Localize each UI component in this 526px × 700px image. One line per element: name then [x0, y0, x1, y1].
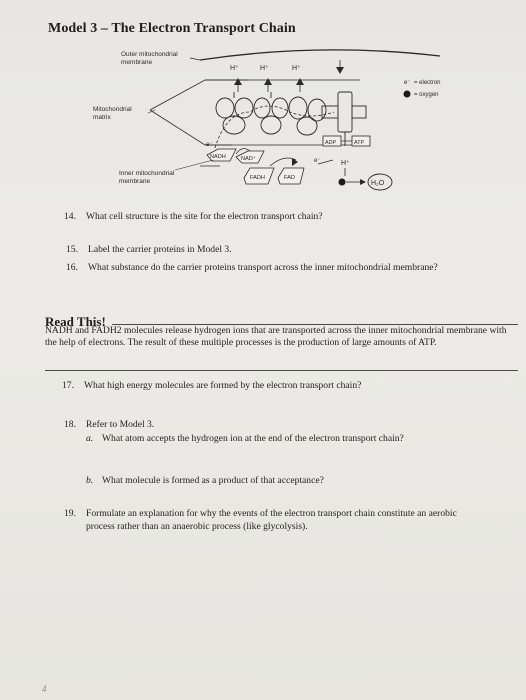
- h-plus-3: H⁺: [292, 65, 301, 72]
- question-18a-text: What atom accepts the hydrogen ion at the end of the electron transport chain?: [102, 433, 404, 444]
- question-15-number: 15.: [66, 244, 78, 255]
- legend-electron-label: = electron: [414, 80, 441, 86]
- legend-oxygen-dot: [404, 91, 411, 98]
- legend-oxygen-label: = oxygen: [414, 92, 439, 98]
- outer-membrane-label-1: Outer mitochondrial: [121, 51, 178, 58]
- fadh-label: FADH: [250, 175, 265, 181]
- fad-label: FAD: [284, 175, 295, 181]
- read-this-bottom-rule: [45, 370, 518, 371]
- nadh-label: NADH: [210, 154, 226, 160]
- question-18a-letter: a.: [86, 433, 94, 444]
- matrix-label-1: Mitochondrial: [93, 106, 132, 113]
- question-16-number: 16.: [66, 262, 78, 273]
- h-plus-1: H⁺: [230, 65, 239, 72]
- question-17-number: 17.: [62, 380, 74, 391]
- carrier-protein-2: [254, 92, 288, 134]
- question-18b-text: What molecule is formed as a product of that acceptance?: [102, 475, 324, 486]
- atp-label: ATP: [354, 140, 365, 146]
- question-18a: [86, 433, 404, 444]
- question-14-number: 14.: [64, 211, 76, 222]
- adp-label: ADP: [325, 140, 337, 146]
- question-15: [66, 244, 232, 255]
- page-title: Model 3 – The Electron Transport Chain: [48, 21, 296, 36]
- e-minus-label: e⁻: [206, 142, 213, 148]
- electron-transport-chain-diagram: [0, 0, 526, 205]
- question-19: [64, 508, 457, 519]
- h-plus-4: H⁺: [341, 160, 350, 167]
- question-18-text: Refer to Model 3.: [86, 419, 155, 430]
- h2o-label: H₂O: [371, 180, 385, 187]
- question-16-text: What substance do the carrier proteins transport across the inner mitochondrial membrane?: [88, 262, 438, 273]
- question-18: [64, 419, 154, 430]
- h-plus-2: H⁺: [260, 65, 269, 72]
- question-18b-letter: b.: [86, 475, 94, 486]
- e-minus-label-2: e⁻: [314, 158, 321, 164]
- oxygen-dot: [339, 179, 346, 186]
- question-17: [62, 380, 361, 391]
- inner-membrane-label-1: Inner mitochondrial: [119, 170, 175, 177]
- read-this-body: NADH and FADH2 molecules release hydrogen ions that are transported across the inner mitochondrial membrane with the help of electrons. The result of these multiple processes is the production of large amounts of ATP.: [45, 325, 507, 348]
- read-this-heading: Read This!: [45, 314, 106, 329]
- question-16: [66, 262, 438, 273]
- carrier-protein-1: [216, 92, 253, 134]
- question-17-text: What high energy molecules are formed by the electron transport chain?: [84, 380, 362, 391]
- outer-membrane-label-2: membrane: [121, 59, 153, 66]
- question-14: [64, 211, 323, 222]
- nad-plus-label: NAD⁺: [241, 156, 256, 162]
- question-19-line-1: Formulate an explanation for why the events of the electron transport chain constitute an aerobic: [86, 508, 457, 519]
- question-18-number: 18.: [64, 419, 76, 430]
- matrix-label-2: matrix: [93, 114, 111, 121]
- inner-membrane-label-2: membrane: [119, 178, 151, 185]
- question-19-continuation: process rather than an anaerobic process (like glycolysis).: [86, 521, 308, 532]
- carrier-protein-3: [289, 97, 326, 135]
- legend-electron-symbol: e⁻: [404, 80, 411, 86]
- page-number: 4: [42, 684, 47, 694]
- question-18b: [86, 475, 324, 486]
- question-15-text: Label the carrier proteins in Model 3.: [88, 244, 232, 255]
- question-14-text: What cell structure is the site for the electron transport chain?: [86, 211, 323, 222]
- question-19-number: 19.: [64, 508, 76, 519]
